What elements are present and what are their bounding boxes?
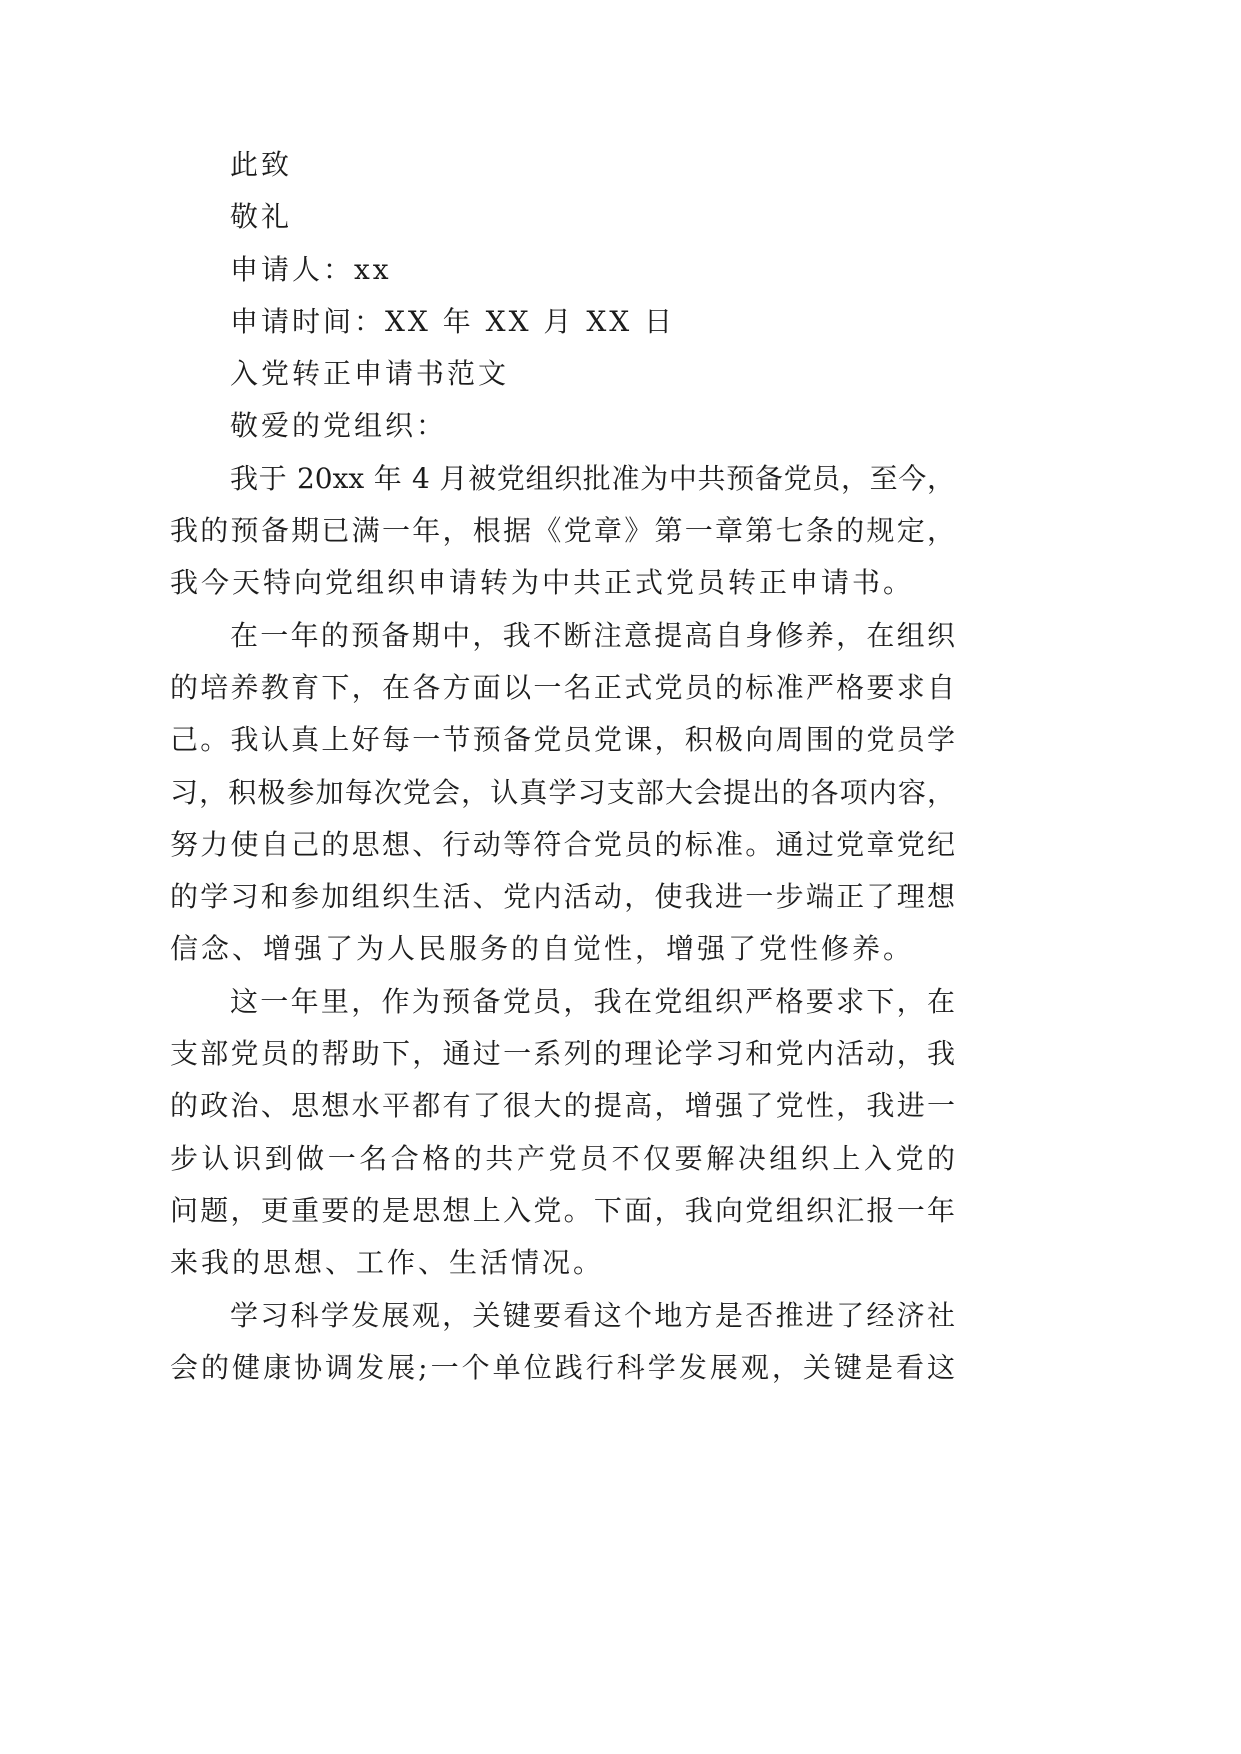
paragraph-line: 这一年里，作为预备党员，我在党组织严格要求下，在 [230, 984, 955, 1018]
paragraph-line: 习，积极参加每次党会，认真学习支部大会提出的各项内容， [170, 775, 955, 809]
paragraph-line: 的政治、思想水平都有了很大的提高，增强了党性，我进一 [170, 1089, 955, 1123]
document-title: 入党转正申请书范文 [230, 357, 510, 391]
paragraph-line: 学习科学发展观，关键要看这个地方是否推进了经济社 [230, 1298, 955, 1332]
paragraph-line: 己。我认真上好每一节预备党员党课，积极向周围的党员学 [170, 723, 955, 757]
paragraph-line: 我于 20xx 年 4 月被党组织批准为中共预备党员，至今， [230, 461, 955, 495]
closing-salutation: 此致 [230, 148, 293, 181]
paragraph-line: 的学习和参加组织生活、党内活动，使我进一步端正了理想 [170, 880, 955, 914]
paragraph [170, 610, 955, 976]
document-body [170, 139, 955, 1394]
closing-regards: 敬礼 [230, 200, 293, 234]
paragraph-line: 的培养教育下，在各方面以一名正式党员的标准严格要求自 [170, 670, 955, 704]
paragraph-line: 信念、增强了为人民服务的自觉性，增强了党性修养。 [170, 932, 915, 966]
paragraph [170, 453, 955, 610]
paragraph-line: 我的预备期已满一年，根据《党章》第一章第七条的规定， [170, 514, 955, 548]
applicant-line: 申请人：xx [230, 252, 392, 286]
paragraph [170, 976, 955, 1290]
application-date-line: 申请时间：XX 年 XX 月 XX 日 [230, 304, 676, 338]
paragraph [170, 1290, 955, 1395]
paragraph-line: 步认识到做一名合格的共产党员不仅要解决组织上入党的 [170, 1141, 955, 1175]
paragraph-line: 问题，更重要的是思想上入党。下面，我向党组织汇报一年 [170, 1193, 955, 1227]
greeting: 敬爱的党组织： [230, 409, 448, 443]
paragraph-line: 支部党员的帮助下，通过一系列的理论学习和党内活动，我 [170, 1037, 955, 1071]
paragraph-line: 来我的思想、工作、生活情况。 [170, 1246, 605, 1280]
paragraph-line: 会的健康协调发展;一个单位践行科学发展观，关键是看这 [170, 1350, 955, 1384]
paragraph-line: 在一年的预备期中，我不断注意提高自身修养，在组织 [230, 618, 955, 652]
paragraph-line: 我今天特向党组织申请转为中共正式党员转正申请书。 [170, 566, 915, 600]
paragraph-line: 努力使自己的思想、行动等符合党员的标准。通过党章党纪 [170, 827, 955, 861]
